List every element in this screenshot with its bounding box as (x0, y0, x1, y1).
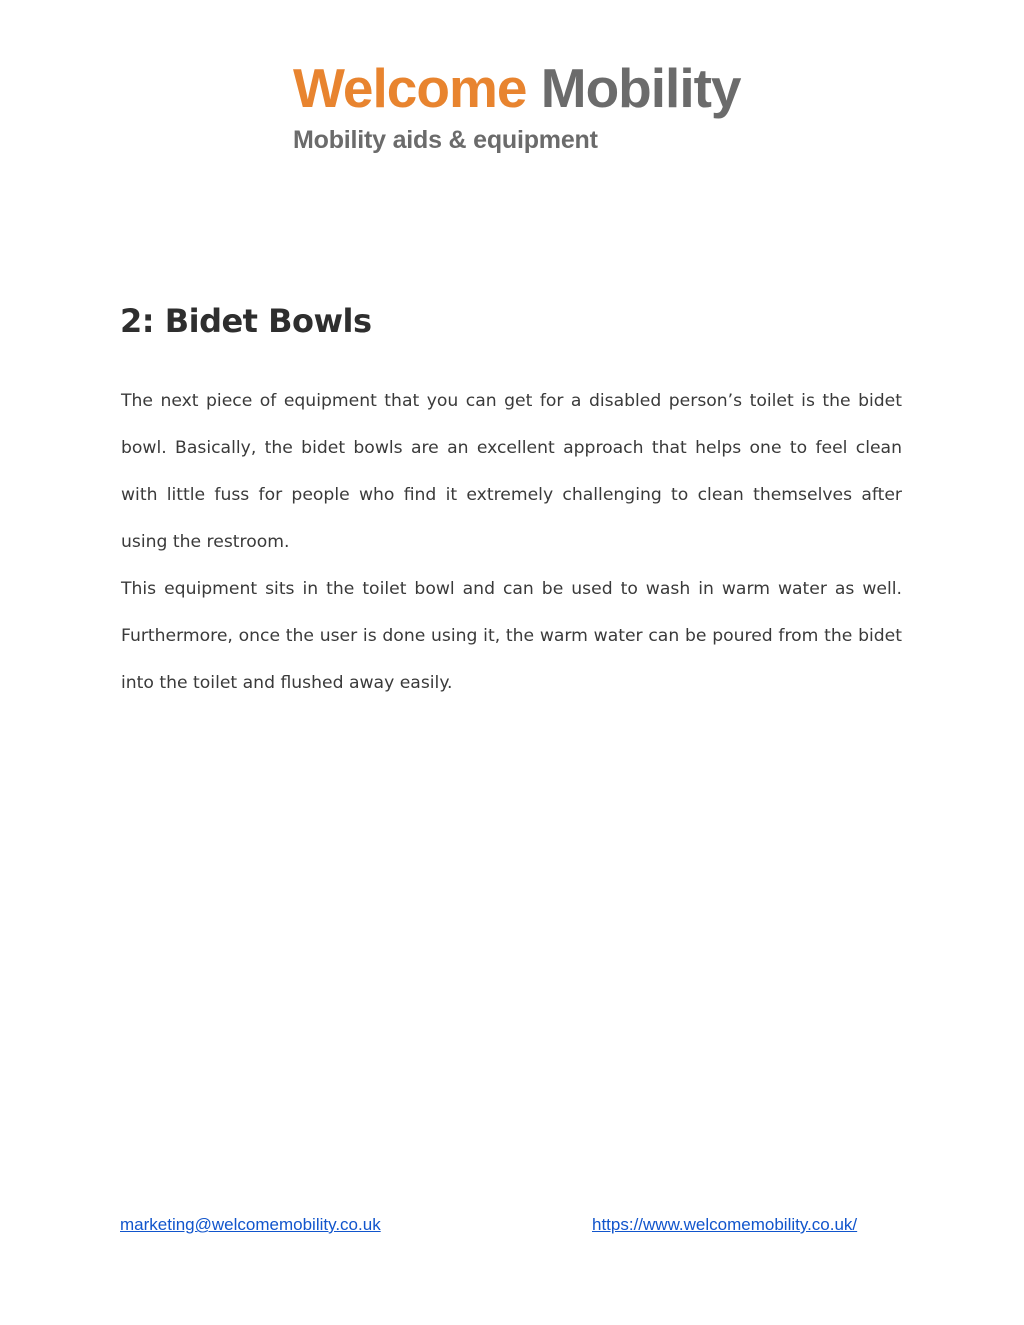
logo-wordmark (293, 56, 753, 120)
footer-website-link[interactable]: https://www.welcomemobility.co.uk/ (592, 1215, 858, 1234)
brand-logo (293, 56, 753, 155)
footer-email-link[interactable]: marketing@welcomemobility.co.uk (120, 1215, 381, 1234)
paragraph-1: The next piece of equipment that you can get for a disabled person’s toilet is the bidet bowl. Basically, the bidet bowls are an excellent approach that helps one to feel clean with little fuss for people who find it extremely challenging to clean themselves after using the restroom. (121, 391, 902, 552)
paragraph-2: This equipment sits in the toilet bowl and can be used to wash in warm water as well. Furthermore, once the user is done using it, the warm water can be poured from the bidet into the toilet and flushed away easily. (121, 579, 902, 693)
section-body (121, 378, 902, 707)
section-heading: 2: Bidet Bowls (120, 302, 372, 340)
logo-word-mobility: Mobility (540, 57, 741, 119)
logo-word-welcome: Welcome (293, 57, 527, 119)
logo-tagline: Mobility aids & equipment (293, 126, 598, 154)
